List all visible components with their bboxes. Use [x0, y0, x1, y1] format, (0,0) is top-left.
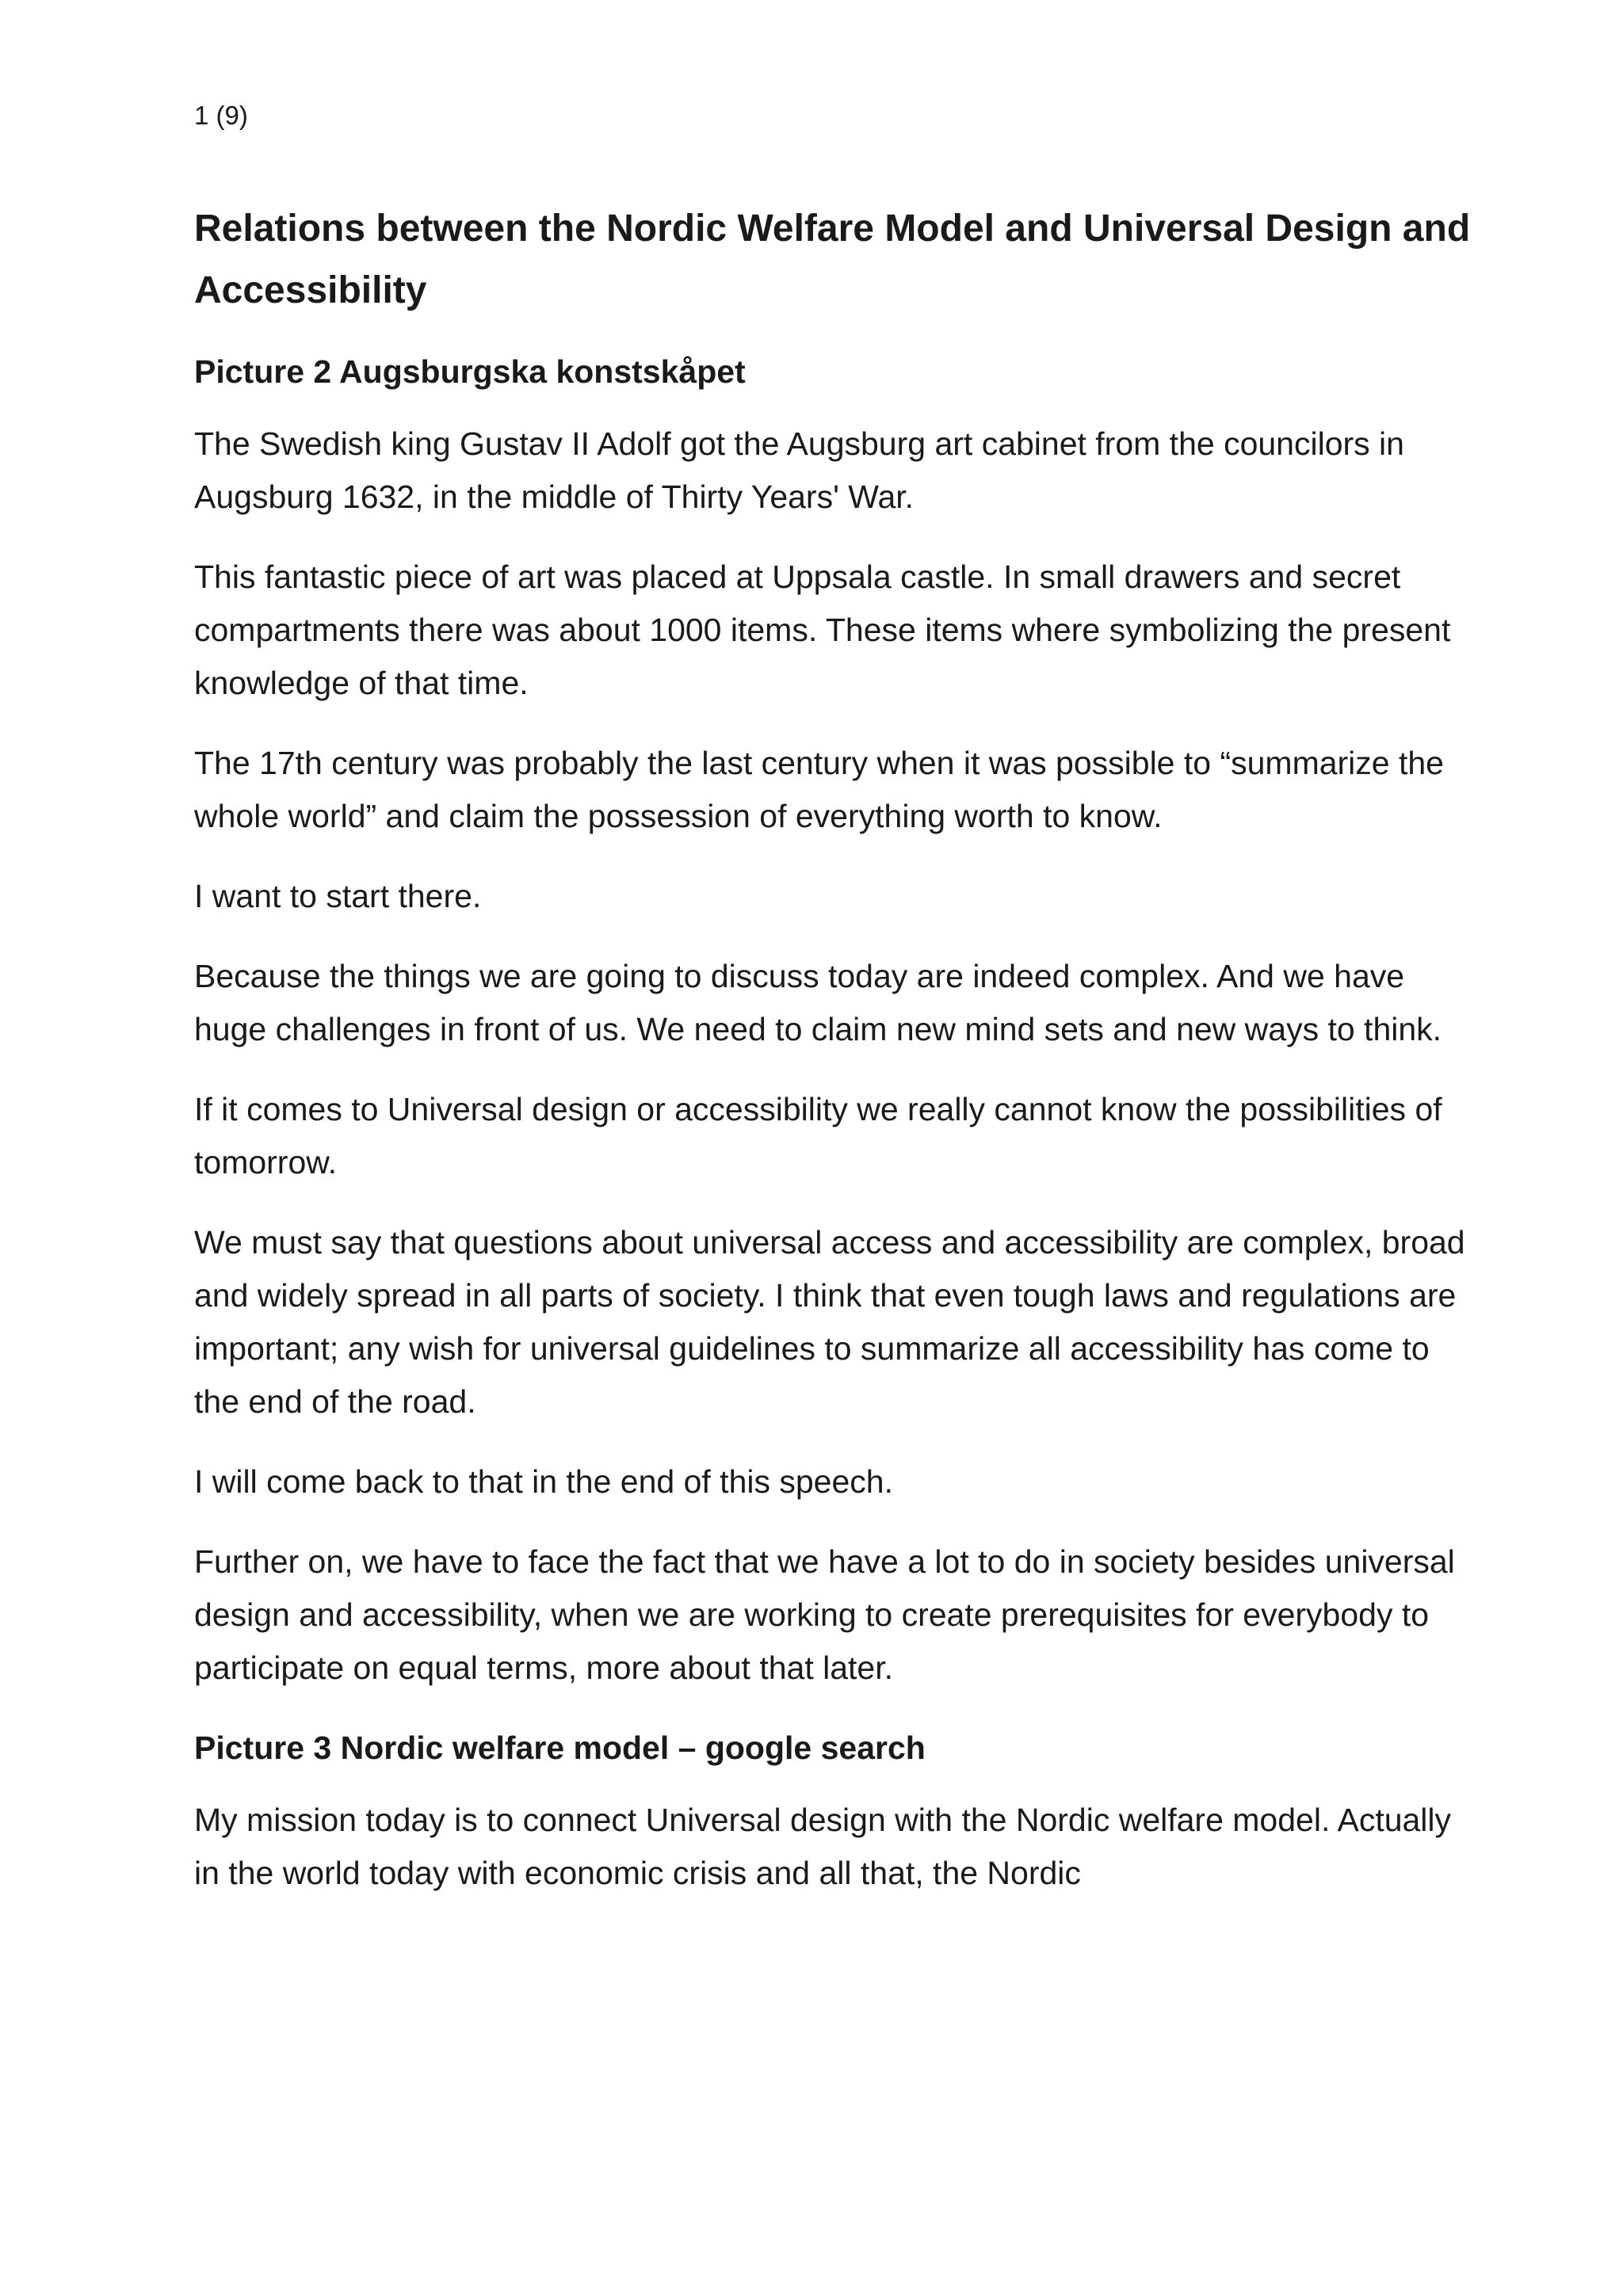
paragraph: Further on, we have to face the fact that we have a lot to do in society besides universal design and accessibility, when we are working to create prerequisites for everybody to participate on equal terms, more about that later. — [194, 1543, 1455, 1686]
document-body — [194, 198, 1478, 1927]
paragraph: Because the things we are going to discuss today are indeed complex. And we have huge challenges in front of us. We need to claim new mind sets and new ways to think. — [194, 958, 1442, 1047]
paragraph: The 17th century was probably the last century when it was possible to “summarize the whole world” and claim the possession of everything worth to know. — [194, 745, 1444, 834]
section-heading-picture-3: Picture 3 Nordic welfare model – google search — [194, 1730, 926, 1766]
paragraph: I will come back to that in the end of this speech. — [194, 1463, 893, 1500]
page-number: 1 (9) — [194, 101, 248, 130]
document-title: Relations between the Nordic Welfare Model and Universal Design and Accessibility — [194, 208, 1471, 311]
paragraph: I want to start there. — [194, 878, 482, 914]
paragraph: The Swedish king Gustav II Adolf got the Augsburg art cabinet from the councilors in Augsburg 1632, in the middle of Thirty Years' War. — [194, 425, 1404, 515]
paragraph: My mission today is to connect Universal design with the Nordic welfare model. Actually in the world today with economic crisis and all that, the Nordic — [194, 1802, 1452, 1891]
paragraph: If it comes to Universal design or accessibility we really cannot know the possibilities of tomorrow. — [194, 1091, 1442, 1180]
paragraph: We must say that questions about universal access and accessibility are complex, broad and widely spread in all parts of society. I think that even tough laws and regulations are important; any wish for universal guidelines to summarize all accessibility has come to the end of the road. — [194, 1224, 1465, 1420]
paragraph: This fantastic piece of art was placed at Uppsala castle. In small drawers and secret compartments there was about 1000 items. These items where symbolizing the present knowledge of that time. — [194, 559, 1451, 701]
section-heading-picture-2: Picture 2 Augsburgska konstskåpet — [194, 353, 746, 390]
